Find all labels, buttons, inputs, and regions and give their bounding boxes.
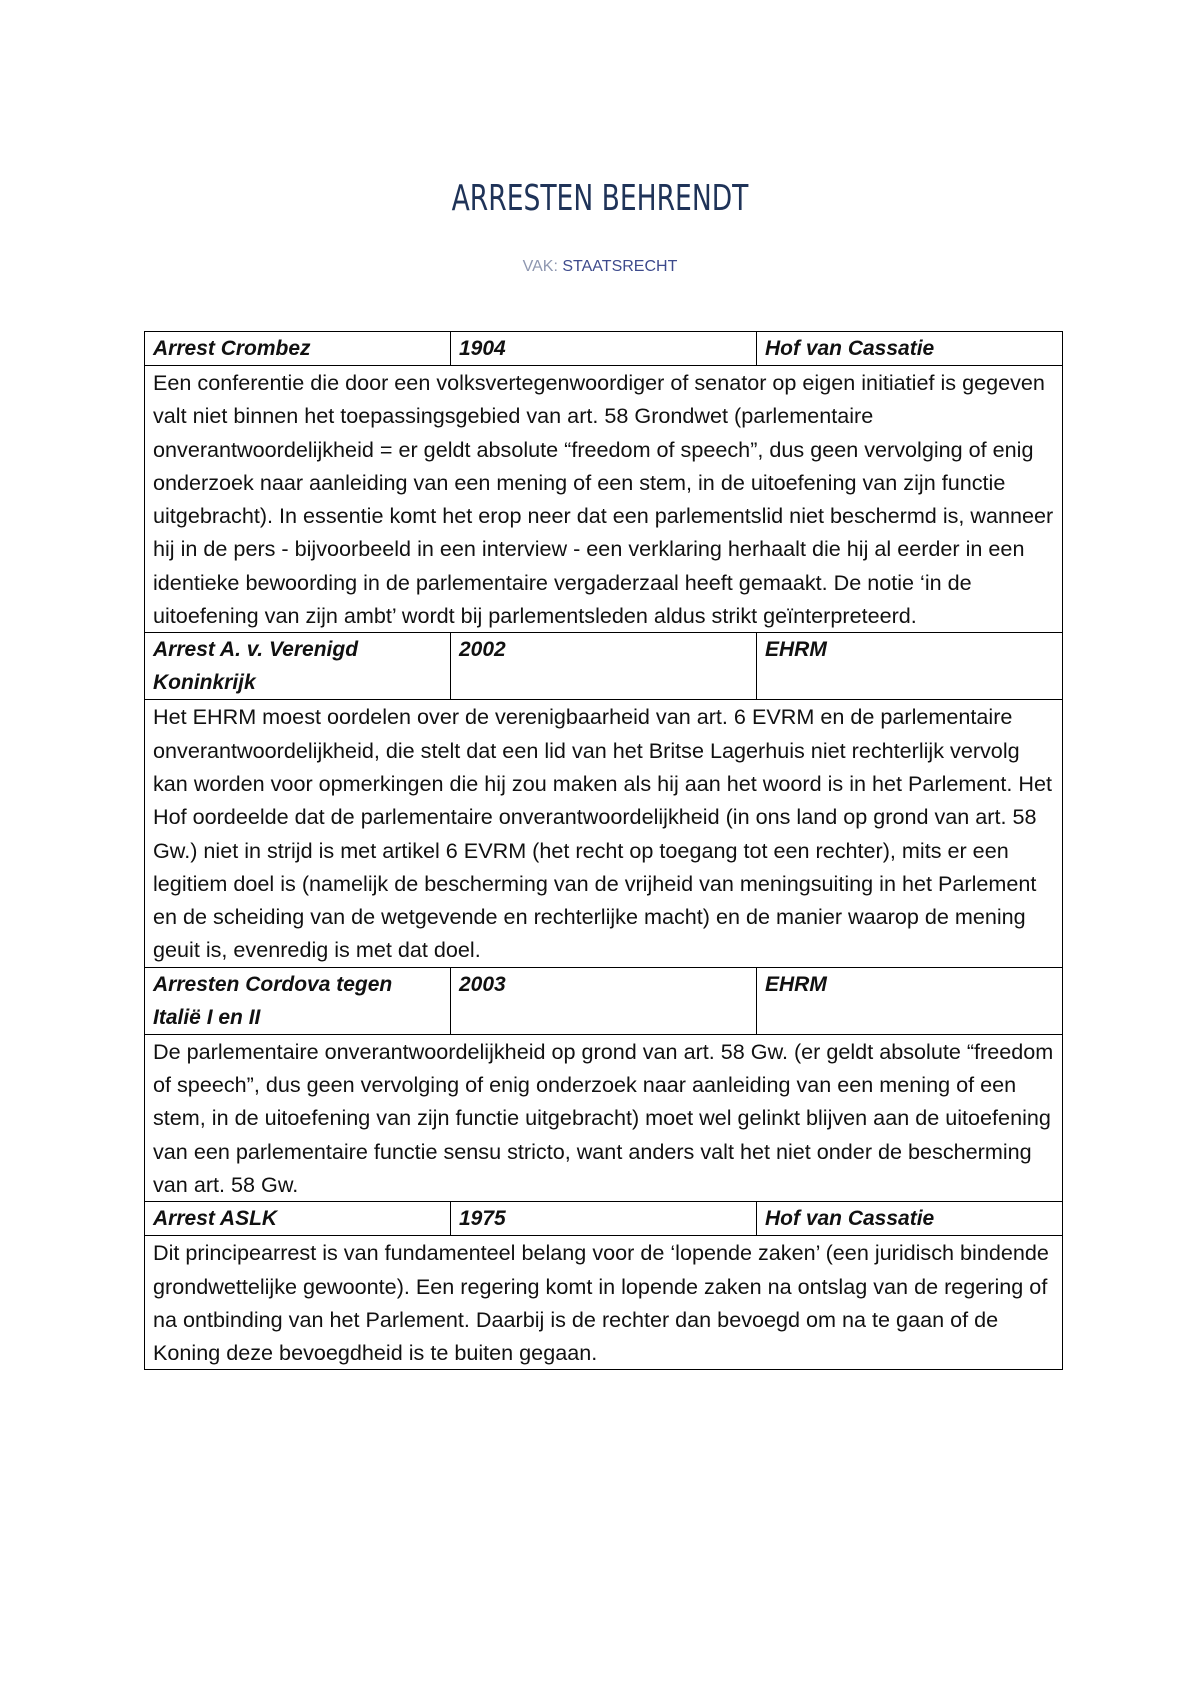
case-header-row — [145, 633, 1063, 700]
case-name: Arrest A. v. Verenigd Koninkrijk — [145, 633, 451, 700]
case-summary-row — [145, 700, 1063, 967]
case-header-row — [145, 967, 1063, 1034]
subject-value: STAATSRECHT — [562, 258, 678, 275]
case-year: 1975 — [451, 1202, 757, 1236]
case-name: Arrest Crombez — [145, 332, 451, 366]
case-summary-row — [145, 1034, 1063, 1201]
case-summary: Dit principearrest is van fundamenteel belang voor de ‘lopende zaken’ (een juridisch bindende grondwettelijke gewoonte). Een regering komt in lopende zaken na ontslag van de regering of na ontbinding van het Parlement. Daarbij is de rechter dan bevoegd om na te gaan of de Koning deze bevoegdheid is te buiten gegaan. — [145, 1236, 1063, 1370]
case-year: 2003 — [451, 967, 757, 1034]
case-summary: Het EHRM moest oordelen over de verenigbaarheid van art. 6 EVRM en de parlementaire onverantwoordelijkheid, die stelt dat een lid van het Britse Lagerhuis niet rechterlijk vervolg kan worden voor opmerkingen die hij zou maken als hij aan het woord is in het Parlement. Het Hof oordeelde dat de parlementaire onverantwoordelijkheid (in ons land op grond van art. 58 Gw.) niet in strijd is met artikel 6 EVRM (het recht op toegang tot een rechter), mits er een legitiem doel is (namelijk de bescherming van de vrijheid van meningsuiting in het Parlement en de scheiding van de wetgevende en rechterlijke macht) en de manier waarop de mening geuit is, evenredig is met dat doel. — [145, 700, 1063, 967]
subject-line — [0, 258, 1200, 276]
subject-label: VAK: — [522, 258, 558, 275]
case-summary: De parlementaire onverantwoordelijkheid op grond van art. 58 Gw. (er geldt absolute “freedom of speech”, dus geen vervolging of enig onderzoek naar aanleiding van een mening of een stem, in de uitoefening van zijn functie uitgebracht) moet wel gelinkt blijven aan de uitoefening van een parlementaire functie sensu stricto, want anders valt het niet onder de bescherming van art. 58 Gw. — [145, 1034, 1063, 1201]
case-summary-row — [145, 366, 1063, 633]
case-court: EHRM — [757, 633, 1063, 700]
cases-table — [144, 331, 1063, 1370]
case-header-row — [145, 1202, 1063, 1236]
case-summary: Een conferentie die door een volksvertegenwoordiger of senator op eigen initiatief is gegeven valt niet binnen het toepassingsgebied van art. 58 Grondwet (parlementaire onverantwoordelijkheid = er geldt absolute “freedom of speech”, dus geen vervolging of enig onderzoek naar aanleiding van een mening of een stem, in de uitoefening van zijn functie uitgebracht). In essentie komt het erop neer dat een parlementslid niet beschermd is, wanneer hij in de pers - bijvoorbeeld in een interview - een verklaring herhaalt die hij al eerder in een identieke bewoording in de parlementaire vergaderzaal heeft gemaakt. De notie ‘in de uitoefening van zijn ambt’ wordt bij parlementsleden aldus strikt geïnterpreteerd. — [145, 366, 1063, 633]
case-summary-row — [145, 1236, 1063, 1370]
case-court: Hof van Cassatie — [757, 332, 1063, 366]
case-name: Arresten Cordova tegen Italië I en II — [145, 967, 451, 1034]
case-year: 2002 — [451, 633, 757, 700]
page-title: ARRESTEN BEHRENDT — [451, 178, 749, 219]
case-year: 1904 — [451, 332, 757, 366]
case-header-row — [145, 332, 1063, 366]
case-court: EHRM — [757, 967, 1063, 1034]
case-name: Arrest ASLK — [145, 1202, 451, 1236]
case-court: Hof van Cassatie — [757, 1202, 1063, 1236]
